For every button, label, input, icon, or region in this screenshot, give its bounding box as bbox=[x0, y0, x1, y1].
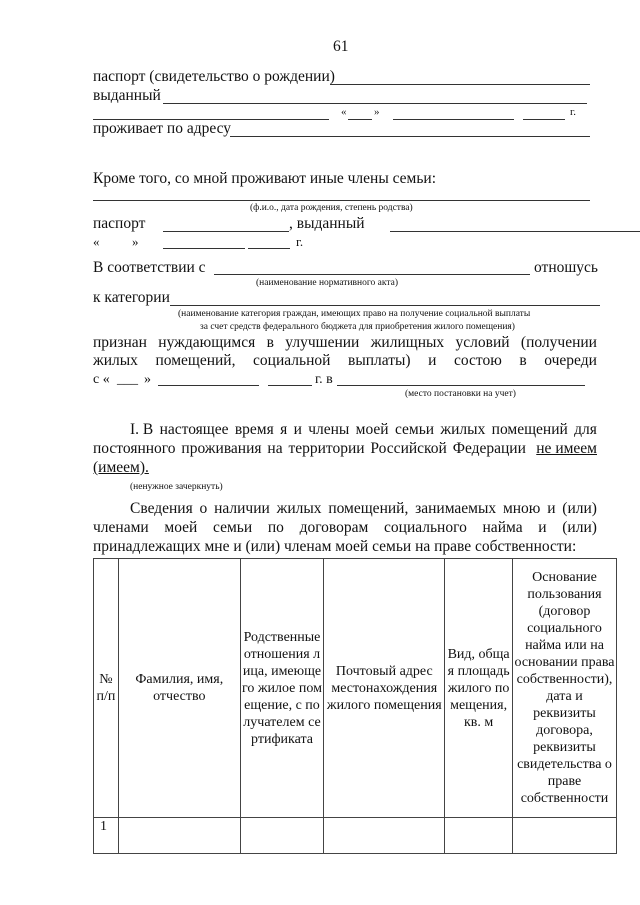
issued-by-field[interactable] bbox=[163, 103, 587, 104]
header-area: Вид, общая площадь жилого помещения, кв. м bbox=[445, 559, 513, 818]
word: (получении bbox=[520, 334, 597, 351]
word: члены bbox=[308, 421, 350, 438]
word: в bbox=[266, 334, 274, 351]
cell-address[interactable] bbox=[324, 818, 445, 854]
word: и bbox=[428, 352, 437, 369]
word: выплаты) bbox=[348, 352, 411, 369]
word: и bbox=[547, 500, 556, 517]
word: настоящее bbox=[159, 421, 229, 438]
family-year-field[interactable] bbox=[248, 248, 290, 249]
family-issued-field[interactable] bbox=[390, 231, 640, 232]
issued-label: выданный bbox=[93, 87, 161, 104]
address-label: проживает по адресу bbox=[93, 120, 232, 137]
family-month-field[interactable] bbox=[163, 248, 245, 249]
family-date-close: » bbox=[132, 234, 139, 249]
recognized-line-1 bbox=[93, 334, 597, 352]
word: договорам bbox=[299, 519, 369, 536]
year-in-label: г. в bbox=[315, 372, 333, 387]
passport-field[interactable] bbox=[330, 84, 590, 85]
cell-relation[interactable] bbox=[240, 818, 324, 854]
since-close: » bbox=[144, 372, 151, 387]
housing-table bbox=[93, 558, 617, 854]
since-month-field[interactable] bbox=[158, 385, 259, 386]
strike-caption: (ненужное зачеркнуть) bbox=[130, 482, 223, 492]
act-field[interactable] bbox=[214, 274, 530, 275]
word: моей bbox=[164, 519, 198, 536]
word: (или) bbox=[562, 519, 597, 536]
word: в bbox=[519, 352, 527, 369]
word: жилых bbox=[276, 500, 322, 517]
word: найма bbox=[482, 519, 523, 536]
word: занимаемых bbox=[415, 500, 497, 517]
family-intro: Кроме того, со мной проживают иные члены семьи: bbox=[93, 170, 437, 187]
word: я bbox=[280, 421, 288, 438]
date-close-quote: » bbox=[374, 106, 380, 118]
act-caption: (наименование нормативного акта) bbox=[256, 278, 398, 288]
word: помещений, bbox=[155, 352, 236, 369]
cell-basis[interactable] bbox=[512, 818, 616, 854]
word: членами bbox=[93, 519, 149, 536]
issue-day-field[interactable] bbox=[348, 119, 372, 120]
word: социальной bbox=[253, 352, 331, 369]
section1-line-1 bbox=[130, 421, 597, 439]
passport-label: паспорт (свидетельство о рождении) bbox=[93, 68, 335, 85]
cell-full-name[interactable] bbox=[118, 818, 240, 854]
header-address: Почтовый адрес местонахождения жилого помещения bbox=[324, 559, 445, 818]
info-line-1 bbox=[130, 500, 597, 518]
family-member-field[interactable] bbox=[93, 200, 590, 201]
since-year-field[interactable] bbox=[268, 385, 312, 386]
family-year-suffix: г. bbox=[296, 234, 304, 249]
word: и bbox=[538, 519, 547, 536]
word: I. В bbox=[130, 421, 154, 438]
word: жилых bbox=[93, 352, 138, 369]
word: социального bbox=[384, 519, 467, 536]
word: о bbox=[199, 500, 208, 517]
word: состою bbox=[454, 352, 502, 369]
word: признан bbox=[93, 334, 147, 351]
according-label: В соответствии с bbox=[93, 259, 206, 276]
place-field[interactable] bbox=[337, 385, 585, 386]
word: мною bbox=[502, 500, 541, 517]
header-full-name: Фамилия, имя, отчество bbox=[118, 559, 240, 818]
cell-number: 1 bbox=[94, 818, 119, 854]
recognized-line-2 bbox=[93, 352, 597, 370]
category-label: к категории bbox=[93, 289, 170, 306]
date-open-quote: « bbox=[341, 106, 347, 118]
word: нуждающимся bbox=[158, 334, 256, 351]
fio-caption: (ф.и.о., дата рождения, степень родства) bbox=[250, 203, 413, 213]
table-header-row bbox=[94, 559, 617, 818]
category-caption-1: (наименование категория граждан, имеющих право на получение социальной выплаты bbox=[178, 309, 531, 319]
word: условий bbox=[455, 334, 510, 351]
place-caption: (место постановки на учет) bbox=[405, 389, 516, 399]
page-number: 61 bbox=[333, 38, 349, 55]
table-row bbox=[94, 818, 617, 854]
word: жилищных bbox=[370, 334, 445, 351]
word: и bbox=[293, 421, 302, 438]
issue-month-field[interactable] bbox=[393, 119, 514, 120]
cell-area[interactable] bbox=[445, 818, 513, 854]
info-line-3: принадлежащих мне и (или) членам моей семьи на праве собственности: bbox=[93, 538, 577, 555]
word: Сведения bbox=[130, 500, 193, 517]
info-line-2 bbox=[93, 519, 597, 537]
year-suffix: г. bbox=[570, 106, 577, 118]
word: семьи bbox=[394, 421, 435, 438]
header-number: № п/п bbox=[94, 559, 119, 818]
section1-line-2 bbox=[93, 440, 597, 458]
section1-line-2-text: постоянного проживания на территории Российской Федерации bbox=[93, 440, 526, 457]
word: (или) bbox=[562, 500, 597, 517]
family-date-open: « bbox=[93, 234, 100, 249]
word: семьи bbox=[213, 519, 253, 536]
family-issued-label: , выданный bbox=[289, 215, 365, 232]
not-have-option: не имеем bbox=[536, 440, 597, 457]
header-basis: Основание пользования (договор социального найма или на основании права собственности), дата и реквизиты договора, реквизиты свидетельства о праве собственности bbox=[512, 559, 616, 818]
word: жилых bbox=[440, 421, 486, 438]
family-passport-field[interactable] bbox=[163, 231, 289, 232]
word: моей bbox=[355, 421, 389, 438]
word: время bbox=[234, 421, 274, 438]
word: по bbox=[267, 519, 284, 536]
issue-year-field[interactable] bbox=[523, 119, 565, 120]
word: улучшении bbox=[285, 334, 360, 351]
belong-label: отношусь bbox=[534, 259, 598, 276]
address-field[interactable] bbox=[230, 136, 590, 137]
category-caption-2: за счет средств федерального бюджета для приобретения жилого помещения) bbox=[200, 322, 515, 332]
since-label: с « bbox=[93, 372, 110, 387]
word: очереди bbox=[544, 352, 597, 369]
have-option: (имеем). bbox=[93, 459, 149, 476]
word: помещений bbox=[491, 421, 568, 438]
since-day[interactable]: ___ bbox=[117, 372, 138, 387]
family-passport-label: паспорт bbox=[93, 215, 146, 232]
word: помещений, bbox=[328, 500, 409, 517]
word: для bbox=[574, 421, 597, 438]
word: наличии bbox=[214, 500, 270, 517]
category-field[interactable] bbox=[170, 305, 600, 306]
header-relation: Родственные отношения лица, имеющего жилое помещение, с получателем сертификата bbox=[240, 559, 324, 818]
